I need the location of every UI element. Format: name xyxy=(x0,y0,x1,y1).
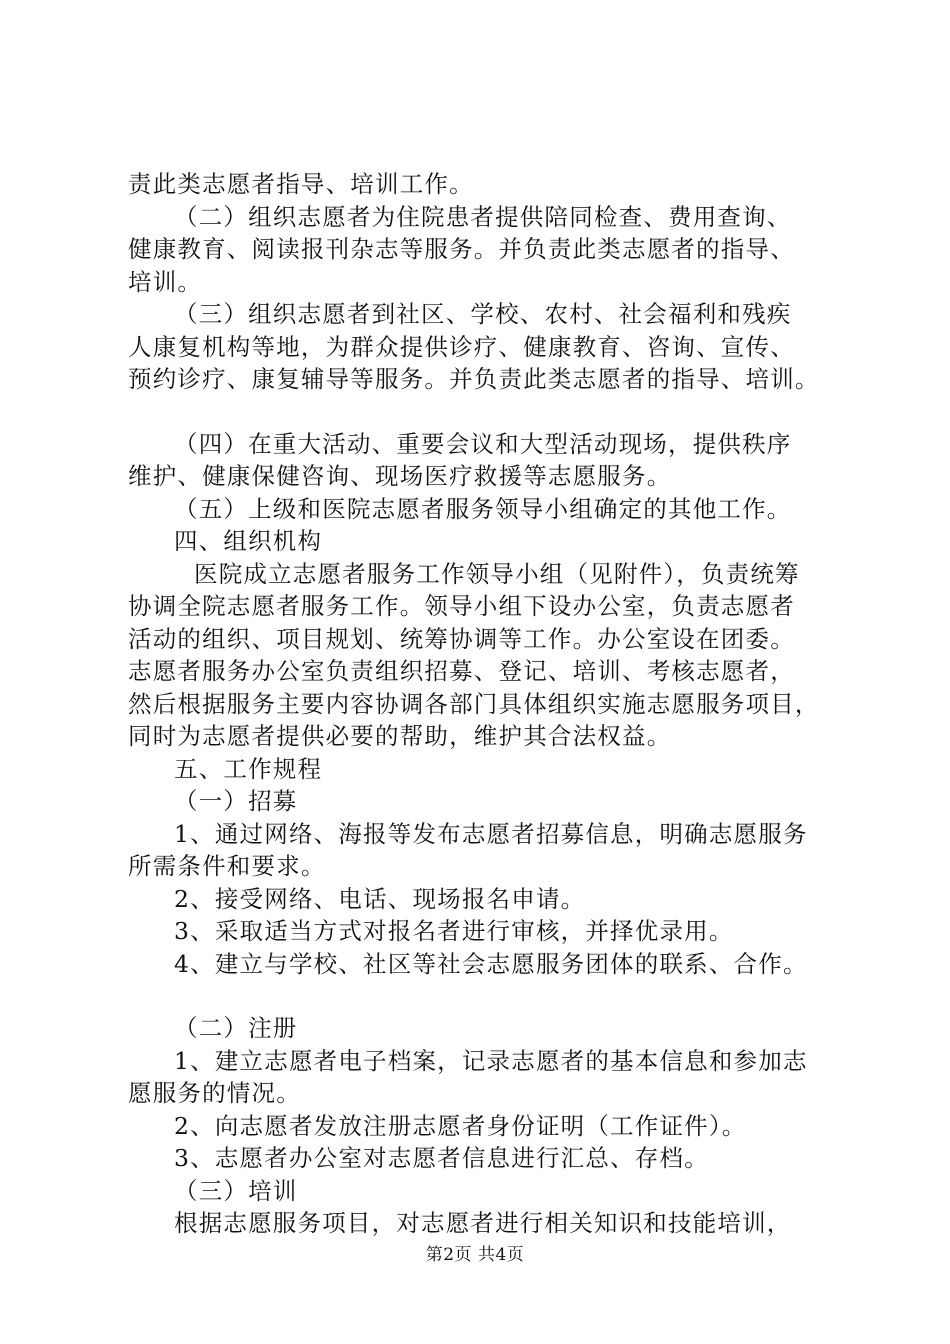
text-line: （五）上级和医院志愿者服务领导小组确定的其他工作。 xyxy=(174,494,792,523)
section-heading: 五、工作规程 xyxy=(174,754,323,783)
text-line: 所需条件和要求。 xyxy=(128,852,326,880)
paragraph-gap xyxy=(128,396,863,428)
text-line: 4、建立与学校、社区等社会志愿服务团体的联系、合作。 xyxy=(174,949,808,978)
text-line: 1、通过网络、海报等发布志愿者招募信息，明确志愿服务 xyxy=(174,819,808,848)
text-line: （四）在重大活动、重要会议和大型活动现场，提供秩序 xyxy=(174,429,792,458)
text-line: 2、接受网络、电话、现场报名申请。 xyxy=(174,884,586,913)
text-line: 培训。 xyxy=(128,267,203,296)
text-line: 3、采取适当方式对报名者进行审核，并择优录用。 xyxy=(174,917,734,945)
text-line: 维护、健康保健咨询、现场医疗救援等志愿服务。 xyxy=(128,462,672,490)
text-line: （二）组织志愿者为住院患者提供陪同检查、费用查询、 xyxy=(174,202,792,231)
section-heading: 四、组织机构 xyxy=(174,527,323,555)
text-line: 根据志愿服务项目，对志愿者进行相关知识和技能培训， xyxy=(174,1209,792,1237)
text-line: 健康教育、阅读报刊杂志等服务。并负责此类志愿者的指导、 xyxy=(128,235,795,263)
paragraph-gap xyxy=(128,980,863,1012)
text-line: 预约诊疗、康复辅导等服务。并负责此类志愿者的指导、培训。 xyxy=(128,365,820,393)
text-line: 人康复机构等地，为群众提供诊疗、健康教育、咨询、宣传、 xyxy=(128,332,795,361)
subsection-heading: （二）注册 xyxy=(174,1014,298,1042)
text-line: 同时为志愿者提供必要的帮助，维护其合法权益。 xyxy=(128,722,672,750)
text-line: 协调全院志愿者服务工作。领导小组下设办公室，负责志愿者 xyxy=(128,592,795,620)
text-line: 愿服务的情况。 xyxy=(128,1079,301,1107)
text-line: 3、志愿者办公室对志愿者信息进行汇总、存档。 xyxy=(174,1144,709,1172)
text-line: 活动的组织、项目规划、统筹协调等工作。办公室设在团委。 xyxy=(128,624,795,653)
text-line: （三）组织志愿者到社区、学校、农村、社会福利和残疾 xyxy=(174,300,792,328)
text-line: 责此类志愿者指导、培训工作。 xyxy=(128,170,474,198)
text-line: 2、向志愿者发放注册志愿者身份证明（工作证件）。 xyxy=(174,1111,747,1140)
text-line: 然后根据服务主要内容协调各部门具体组织实施志愿服务项目， xyxy=(128,689,820,718)
page-number: 第2页 共4页 xyxy=(425,1245,525,1265)
text-line: 志愿者服务办公室负责组织招募、登记、培训、考核志愿者， xyxy=(128,657,795,685)
subsection-heading: （一）招募 xyxy=(174,787,298,815)
text-line: 1、建立志愿者电子档案，记录志愿者的基本信息和参加志 xyxy=(174,1046,808,1075)
document-body xyxy=(128,168,863,1240)
text-line: 医院成立志愿者服务工作领导小组（见附件），负责统筹 xyxy=(194,559,800,588)
subsection-heading: （三）培训 xyxy=(174,1176,298,1205)
